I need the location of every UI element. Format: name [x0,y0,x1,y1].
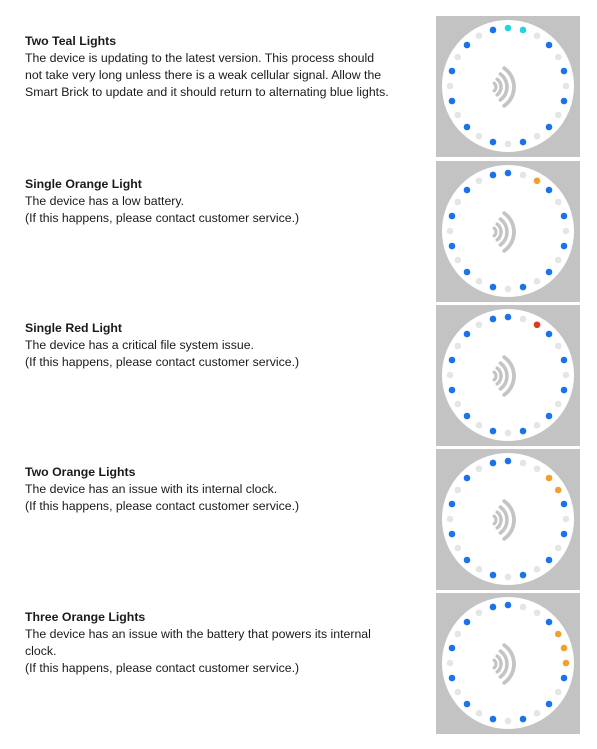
status-led-highlight [505,25,512,32]
device-ring-graphic [436,161,580,302]
entry-description-line: (If this happens, please contact customer service.) [25,355,300,369]
status-led [454,487,461,494]
status-led [454,343,461,350]
device-light-illustration [436,593,580,734]
status-led [520,460,527,467]
status-led [464,475,471,482]
entry-description-line: (If this happens, please contact customer service.) [25,211,300,225]
status-led [454,112,461,119]
status-led-highlight [520,27,527,34]
status-led-highlight [534,321,541,328]
status-led [476,422,483,429]
status-led [546,413,553,420]
entry-two-teal-lights [0,13,597,158]
status-led [490,316,497,323]
entry-three-orange-lights [0,590,597,735]
entry-title: Single Orange Light [25,177,142,191]
status-led [561,357,568,364]
status-led [449,675,456,682]
entry-single-red-light [0,302,597,447]
status-led [447,660,454,667]
status-led [561,213,568,220]
device-light-illustration [436,449,580,590]
status-led [563,228,570,235]
status-led [534,278,541,285]
status-led [476,710,483,717]
status-led [490,716,497,723]
status-led [520,139,527,146]
status-led [490,284,497,291]
status-led [447,83,454,90]
status-led [520,284,527,291]
status-led [464,269,471,276]
status-led [476,465,483,472]
status-led [490,460,497,467]
status-led [520,716,527,723]
entry-description-line: Smart Brick to update and it should return to alternating blue lights. [25,85,389,99]
status-led [476,32,483,39]
status-led [464,413,471,420]
entry-single-orange-light [0,158,597,303]
status-led [449,68,456,75]
status-led [561,531,568,538]
status-led [476,278,483,285]
entry-title: Three Orange Lights [25,610,146,624]
device-light-illustration [436,305,580,446]
status-led [447,372,454,379]
status-led [561,243,568,250]
entry-description-line: (If this happens, please contact customer service.) [25,499,300,513]
status-led [555,54,562,61]
status-led [505,170,512,177]
status-led [534,133,541,140]
status-led [505,286,512,293]
status-led [505,602,512,609]
status-led [476,609,483,616]
status-led [520,316,527,323]
status-led [520,572,527,579]
status-led [449,357,456,364]
entry-text [25,33,410,101]
status-led [534,422,541,429]
entry-text [25,176,410,227]
entry-title: Single Red Light [25,321,123,335]
status-led [534,710,541,717]
status-led [464,187,471,194]
status-led [449,501,456,508]
status-led [534,609,541,616]
status-led [454,545,461,552]
entry-description-line: The device is updating to the latest version. This process should [25,51,375,65]
status-led [555,199,562,206]
status-led [464,331,471,338]
entry-description-line: (If this happens, please contact customer service.) [25,661,300,675]
status-led [534,32,541,39]
status-led [449,387,456,394]
device-ring-graphic [436,16,580,157]
status-led [561,387,568,394]
status-led [464,557,471,564]
status-led [490,172,497,179]
status-led [476,321,483,328]
status-led [555,545,562,552]
status-led [490,139,497,146]
status-led [555,112,562,119]
status-led-highlight [561,645,568,652]
status-led [534,465,541,472]
status-led [454,401,461,408]
status-led [464,124,471,131]
status-led [490,604,497,611]
status-led-highlight [534,177,541,184]
status-led [490,572,497,579]
status-led [555,401,562,408]
entry-description-line: The device has an issue with its internal clock. [25,482,278,496]
status-led [561,501,568,508]
status-led-highlight [546,475,553,482]
status-led [563,372,570,379]
status-led [454,631,461,638]
status-led [505,458,512,465]
entry-description-line: clock. [25,644,57,658]
device-ring-graphic [436,593,580,734]
entry-two-orange-lights [0,446,597,591]
status-led [546,124,553,131]
status-led [449,243,456,250]
status-led [561,98,568,105]
status-led [490,27,497,34]
entry-description-line: not take very long unless there is a weak cellular signal. Allow the [25,68,382,82]
entry-description-line: The device has an issue with the battery that powers its internal [25,627,371,641]
entry-description-line: The device has a critical file system issue. [25,338,254,352]
entry-description-line: The device has a low battery. [25,194,185,208]
status-led [505,314,512,321]
status-led [449,531,456,538]
status-led [447,228,454,235]
status-led [454,199,461,206]
status-led [449,645,456,652]
status-led [561,68,568,75]
status-led [520,604,527,611]
status-led [454,689,461,696]
entry-title: Two Teal Lights [25,34,117,48]
status-led [546,269,553,276]
status-led [546,331,553,338]
entry-text [25,609,410,677]
status-led [546,42,553,49]
status-led [563,516,570,523]
entry-title: Two Orange Lights [25,465,136,479]
status-led [476,566,483,573]
status-led [520,172,527,179]
status-led [555,343,562,350]
status-led [447,516,454,523]
status-led [454,54,461,61]
status-led [520,428,527,435]
status-led-highlight [555,487,562,494]
device-light-illustration [436,161,580,302]
status-led [464,619,471,626]
device-ring-graphic [436,305,580,446]
status-led [534,566,541,573]
status-led [546,619,553,626]
status-led [561,675,568,682]
status-led [464,42,471,49]
device-ring-graphic [436,449,580,590]
status-led [546,557,553,564]
status-led [546,701,553,708]
status-led [546,187,553,194]
status-led [555,257,562,264]
status-led [454,257,461,264]
status-led [505,141,512,148]
device-light-illustration [436,16,580,157]
status-led [464,701,471,708]
status-led [505,430,512,437]
status-led-highlight [563,660,570,667]
entry-text [25,320,410,371]
status-led [490,428,497,435]
status-led [449,98,456,105]
status-led [555,689,562,696]
status-led-highlight [555,631,562,638]
entry-text [25,464,410,515]
status-led [476,177,483,184]
status-led [563,83,570,90]
status-led [449,213,456,220]
status-led [505,574,512,581]
status-led [505,718,512,725]
status-led [476,133,483,140]
